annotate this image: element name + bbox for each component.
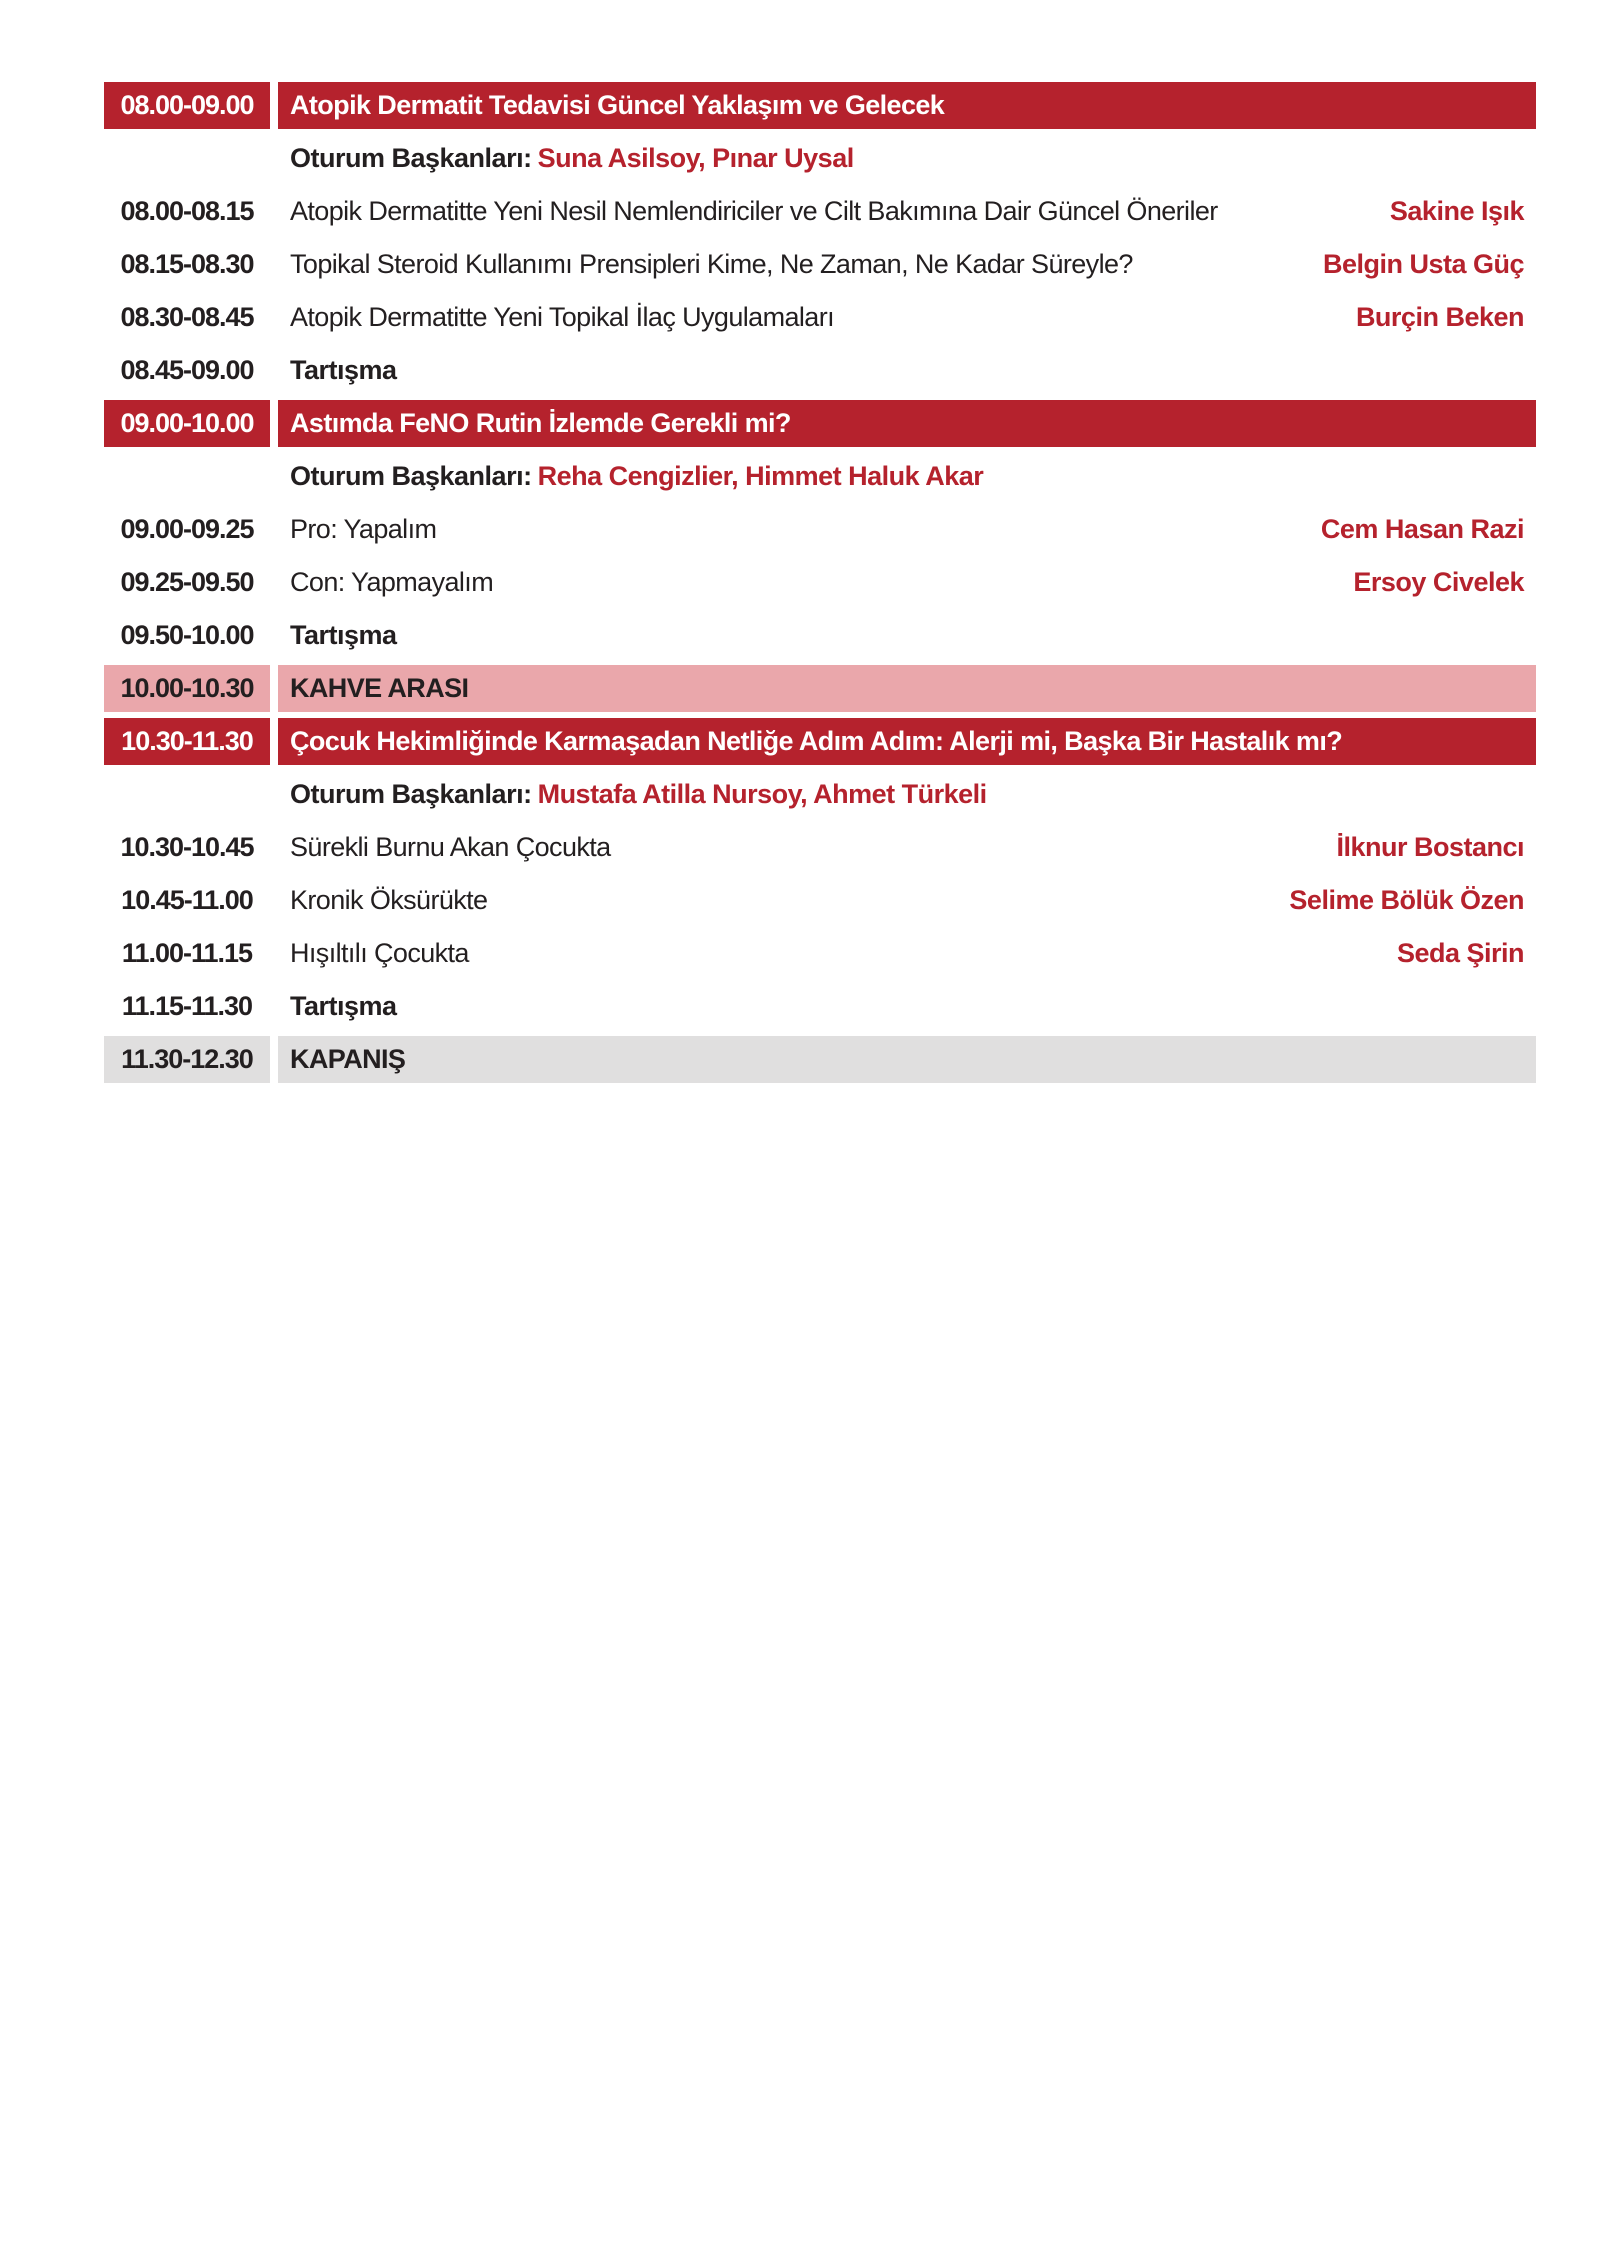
chairs-label: Oturum Başkanları: [290,143,532,173]
talk-row [104,506,1536,553]
talk-title: Pro: Yapalım [290,514,437,544]
talk-time: 08.00-08.15 [120,196,254,226]
chairs-row [104,453,1536,500]
session-time: 10.30-11.30 [104,718,270,765]
talk-title: Atopik Dermatitte Yeni Topikal İlaç Uygulamaları [290,302,834,332]
speaker-name: İlknur Bostancı [1336,832,1524,862]
discussion-row [104,612,1536,659]
closing-label: KAPANIŞ [290,1044,406,1074]
chairs-names: Reha Cengizlier, Himmet Haluk Akar [537,461,984,491]
chairs-names: Suna Asilsoy, Pınar Uysal [537,143,854,173]
chairs-label: Oturum Başkanları: [290,461,532,491]
talk-time: 09.25-09.50 [120,567,254,597]
session-title: Çocuk Hekimliğinde Karmaşadan Netliğe Adım Adım: Alerji mi, Başka Bir Hastalık mı? [290,726,1343,756]
speaker-name: Selime Bölük Özen [1289,885,1524,915]
talk-title: Con: Yapmayalım [290,567,494,597]
closing-row [104,1036,1536,1083]
session-time: 09.00-10.00 [104,400,270,447]
discussion-label: Tartışma [290,991,397,1021]
discussion-time: 08.45-09.00 [120,355,254,385]
chairs-row [104,135,1536,182]
discussion-row [104,347,1536,394]
closing-time: 11.30-12.30 [104,1036,270,1083]
talk-row [104,188,1536,235]
discussion-label: Tartışma [290,355,397,385]
chairs-names: Mustafa Atilla Nursoy, Ahmet Türkeli [537,779,987,809]
talk-time: 11.00-11.15 [121,938,253,968]
session-header-row [104,400,1536,447]
speaker-name: Burçin Beken [1355,302,1524,332]
talk-title: Hışıltılı Çocukta [290,938,469,968]
talk-title: Topikal Steroid Kullanımı Prensipleri Kime, Ne Zaman, Ne Kadar Süreyle? [290,249,1133,279]
talk-time: 08.30-08.45 [120,302,254,332]
speaker-name: Seda Şirin [1396,938,1524,968]
coffee-break-row [104,665,1536,712]
break-label: KAHVE ARASI [290,673,469,703]
discussion-time: 11.15-11.30 [121,991,253,1021]
talk-row [104,241,1536,288]
talk-time: 08.15-08.30 [120,249,254,279]
talk-time: 09.00-09.25 [120,514,254,544]
talk-row [104,930,1536,977]
discussion-label: Tartışma [290,620,397,650]
talk-row [104,877,1536,924]
speaker-name: Belgin Usta Güç [1322,249,1524,279]
talk-row [104,559,1536,606]
talk-title: Sürekli Burnu Akan Çocukta [290,832,611,862]
session-title: Atopik Dermatit Tedavisi Güncel Yaklaşım ve Gelecek [290,90,945,120]
talk-time: 10.45-11.00 [121,885,253,915]
break-time: 10.00-10.30 [104,665,270,712]
speaker-name: Ersoy Civelek [1353,567,1524,597]
talk-time: 10.30-10.45 [120,832,254,862]
talk-title: Atopik Dermatitte Yeni Nesil Nemlendiriciler ve Cilt Bakımına Dair Güncel Öneriler [290,196,1218,226]
session-header-row [104,718,1536,765]
discussion-row [104,983,1536,1030]
talk-row [104,294,1536,341]
talk-row [104,824,1536,871]
speaker-name: Sakine Işık [1389,196,1524,226]
speaker-name: Cem Hasan Razi [1320,514,1524,544]
session-title: Astımda FeNO Rutin İzlemde Gerekli mi? [290,408,791,438]
chairs-label: Oturum Başkanları: [290,779,532,809]
discussion-time: 09.50-10.00 [120,620,254,650]
session-time: 08.00-09.00 [104,82,270,129]
talk-title: Kronik Öksürükte [290,885,488,915]
session-header-row [104,82,1536,129]
schedule-table [104,82,1536,1089]
chairs-row [104,771,1536,818]
